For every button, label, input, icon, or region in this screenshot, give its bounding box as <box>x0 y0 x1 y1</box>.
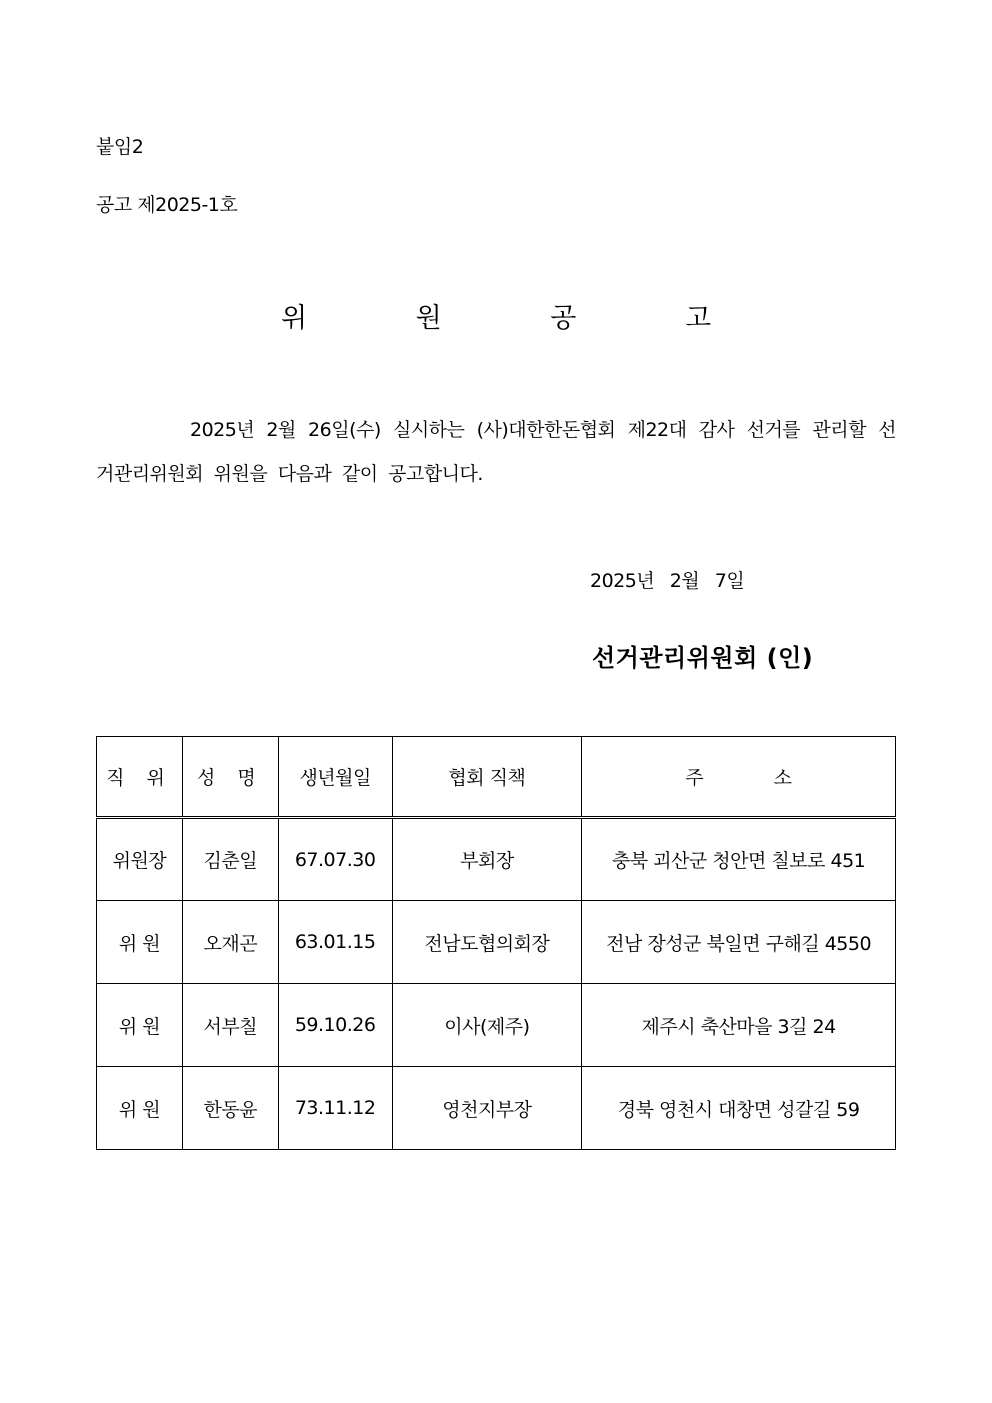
header-birth-date: 생년월일 <box>278 737 392 818</box>
cell-position: 위 원 <box>97 901 183 984</box>
cell-address: 경북 영천시 대창면 성갈길 59 <box>582 1067 896 1150</box>
cell-birth-date: 73.11.12 <box>278 1067 392 1150</box>
committee-members-table <box>96 736 896 1150</box>
header-name: 성 명 <box>182 737 278 818</box>
cell-address: 전남 장성군 북일면 구해길 4550 <box>582 901 896 984</box>
cell-association-role: 이사(제주) <box>392 984 582 1067</box>
notice-body-text: 2025년 2월 26일(수) 실시하는 (사)대한한돈협회 제22대 감사 선거를 관리할 선거관리위원회 위원을 다음과 같이 공고합니다. <box>96 419 896 485</box>
table-header-row <box>97 737 896 818</box>
table-row <box>97 901 896 984</box>
cell-birth-date: 67.07.30 <box>278 818 392 901</box>
cell-name: 서부칠 <box>182 984 278 1067</box>
cell-name: 한동윤 <box>182 1067 278 1150</box>
header-address-part-2: 소 <box>773 767 792 789</box>
header-association-role: 협회 직책 <box>392 737 582 818</box>
cell-association-role: 부회장 <box>392 818 582 901</box>
cell-association-role: 전남도협의회장 <box>392 901 582 984</box>
attachment-label: 붙임2 <box>96 136 144 158</box>
issuer-signature: 선거관리위원회 (인) <box>592 644 814 672</box>
table-row <box>97 1067 896 1150</box>
document-title: 위 원 공 고 <box>280 303 762 334</box>
cell-birth-date: 63.01.15 <box>278 901 392 984</box>
notice-date: 2025년 2월 7일 <box>590 570 745 592</box>
cell-position: 위 원 <box>97 1067 183 1150</box>
cell-name: 김춘일 <box>182 818 278 901</box>
cell-position: 위 원 <box>97 984 183 1067</box>
header-address <box>582 737 896 818</box>
header-position: 직 위 <box>97 737 183 818</box>
table-row <box>97 984 896 1067</box>
cell-address: 충북 괴산군 청안면 칠보로 451 <box>582 818 896 901</box>
notice-number: 공고 제2025-1호 <box>96 194 238 216</box>
header-address-part-1: 주 <box>685 767 704 789</box>
cell-birth-date: 59.10.26 <box>278 984 392 1067</box>
cell-position: 위원장 <box>97 818 183 901</box>
cell-address: 제주시 축산마을 3길 24 <box>582 984 896 1067</box>
cell-association-role: 영천지부장 <box>392 1067 582 1150</box>
cell-name: 오재곤 <box>182 901 278 984</box>
table-row <box>97 818 896 901</box>
